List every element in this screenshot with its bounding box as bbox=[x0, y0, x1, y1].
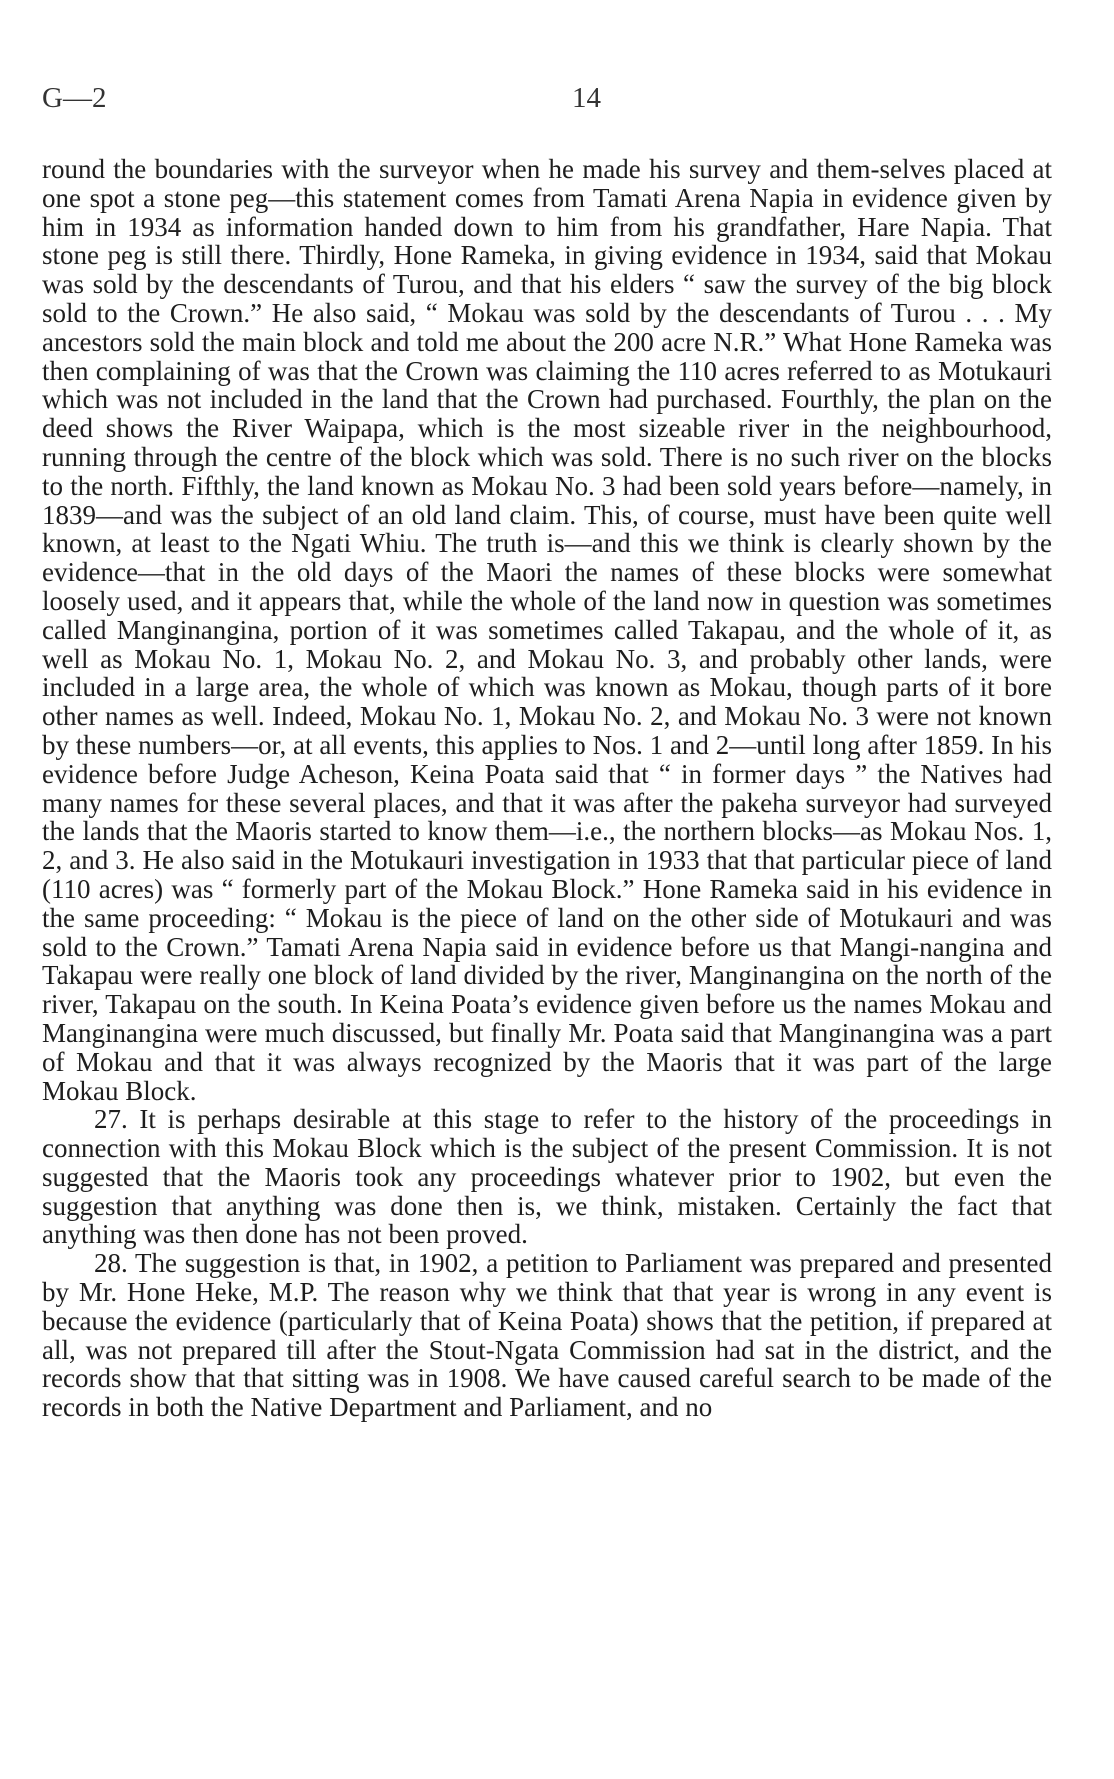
paragraph-continued: round the boundaries with the surveyor when he made his survey and them-selves placed at one spot a stone peg—this statement comes from Tamati Arena Napia in evidence given by him in 1934 as information handed down to him from his grandfather, Hare Napia. That stone peg is still there. Thirdly, Hone Rameka, in giving evidence in 1934, said that Mokau was sold by the descendants of Turou, and that his elders “ saw the survey of the big block sold to the Crown.” He also said, “ Mokau was sold by the descendants of Turou . . . My ancestors sold the main block and told me about the 200 acre N.R.” What Hone Rameka was then complaining of was that the Crown was claiming the 110 acres referred to as Motukauri which was not included in the land that the Crown had purchased. Fourthly, the plan on the deed shows the River Waipapa, which is the most sizeable river in the neighbourhood, running through the centre of the block which was sold. There is no such river on the blocks to the north. Fifthly, the land known as Mokau No. 3 had been sold years before—namely, in 1839—and was the subject of an old land claim. This, of course, must have been quite well known, at least to the Ngati Whiu. The truth is—and this we think is clearly shown by the evidence—that in the old days of the Maori the names of these blocks were somewhat loosely used, and it appears that, while the whole of the land now in question was sometimes called Manginangina, portion of it was sometimes called Takapau, and the whole of it, as well as Mokau No. 1, Mokau No. 2, and Mokau No. 3, and probably other lands, were included in a large area, the whole of which was known as Mokau, though parts of it bore other names as well. Indeed, Mokau No. 1, Mokau No. 2, and Mokau No. 3 were not known by these numbers—or, at all events, this applies to Nos. 1 and 2—until long after 1859. In his evidence before Judge Acheson, Keina Poata said that “ in former days ” the Natives had many names for these several places, and that it was after the pakeha surveyor had surveyed the lands that the Maoris started to know them—i.e., the northern blocks—as Mokau Nos. 1, 2, and 3. He also said in the Motukauri investigation in 1933 that that particular piece of land (110 acres) was “ formerly part of the Mokau Block.” Hone Rameka said in his evidence in the same proceeding: “ Mokau is the piece of land on the other side of Motukauri and was sold to the Crown.” Tamati Arena Napia said in evidence before us that Mangi-nangina and Takapau were really one block of land divided by the river, Manginangina on the north of the river, Takapau on the south. In Keina Poata’s evidence given before us the names Mokau and Manginangina were much discussed, but finally Mr. Poata said that Manginangina was a part of Mokau and that it was always recognized by the Maoris that it was part of the large Mokau Block. bbox=[42, 154, 1052, 1106]
document-reference: G—2 bbox=[42, 82, 107, 114]
document-body bbox=[42, 155, 1052, 1422]
paragraph-27: 27. It is perhaps desirable at this stage to refer to the history of the proceedings in connection with this Mokau Block which is the subject of the present Commission. It is not suggested that the Maoris took any proceedings whatever prior to 1902, but even the suggestion that anything was done then is, we think, mistaken. Certainly the fact that anything was then done has not been proved. bbox=[42, 1104, 1052, 1250]
page-number: 14 bbox=[572, 82, 601, 114]
paragraph-28: 28. The suggestion is that, in 1902, a petition to Parliament was prepared and presented by Mr. Hone Heke, M.P. The reason why we think that that year is wrong in any event is because the evidence (particularly that of Keina Poata) shows that the petition, if prepared at all, was not prepared till after the Stout-Ngata Commission had sat in the district, and the records show that that sitting was in 1908. We have caused careful search to be made of the records in both the Native Department and Parliament, and no bbox=[42, 1248, 1052, 1423]
page-header bbox=[42, 78, 1052, 118]
